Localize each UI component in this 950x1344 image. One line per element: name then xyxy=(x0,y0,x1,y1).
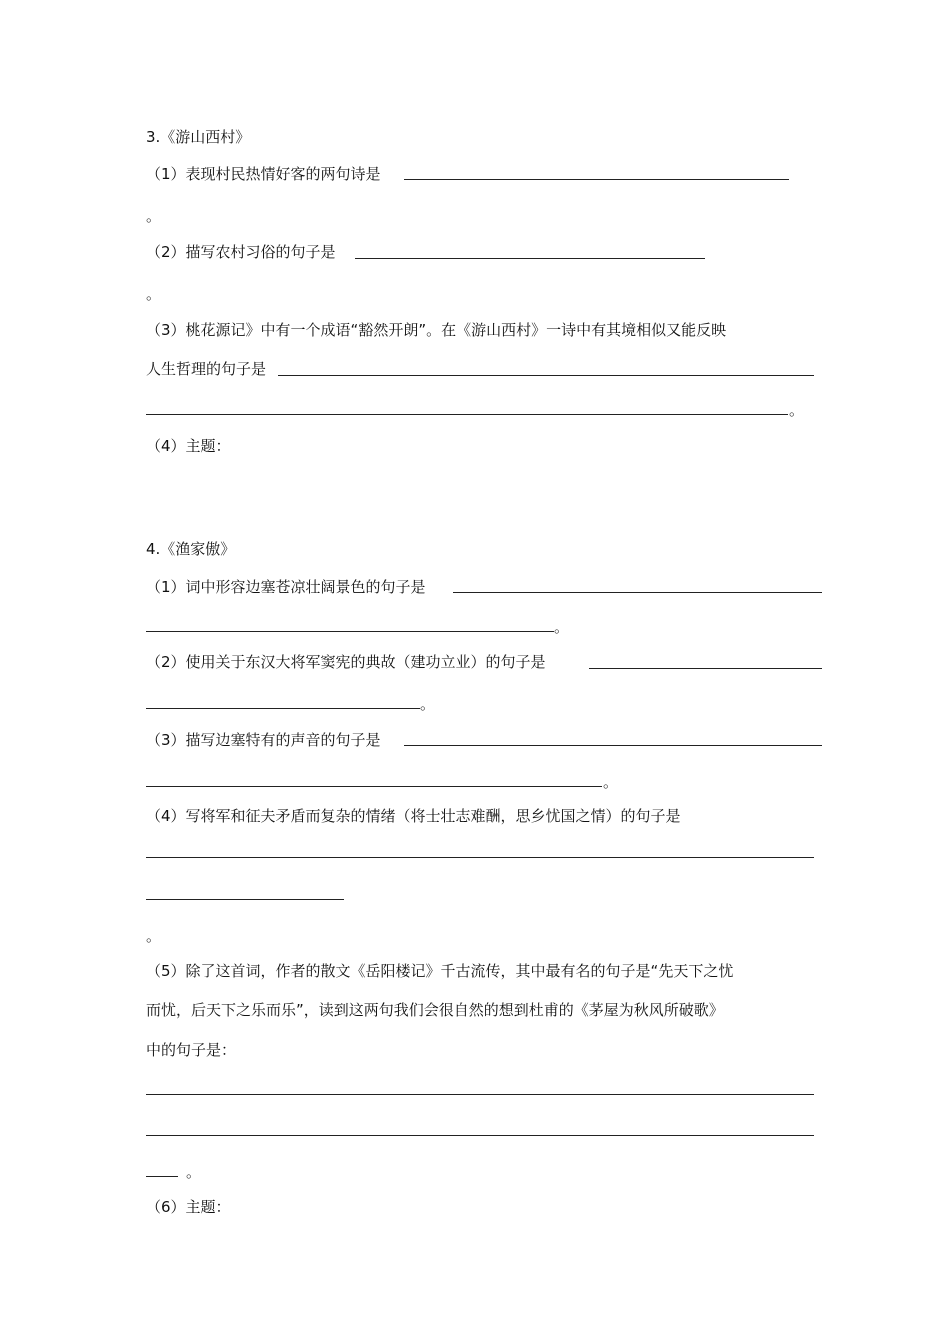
question-3-4-prompt: （4）主题： xyxy=(146,437,231,455)
answer-line-4-1b[interactable] xyxy=(146,631,554,632)
question-4-5-prompt-line3: 中的句子是： xyxy=(146,1041,237,1059)
question-4-1-prompt: （1）词中形容边塞苍凉壮阔景色的句子是 xyxy=(146,578,426,596)
question-4-4-prompt: （4）写将军和征夫矛盾而复杂的情绪（将士壮志难酬，思乡忧国之情）的句子是 xyxy=(146,807,681,825)
answer-line-4-3b[interactable] xyxy=(146,786,602,787)
question-3-1-prompt: （1）表现村民热情好客的两句诗是 xyxy=(146,165,381,183)
section-3-title: 3.《游山西村》 xyxy=(146,128,251,146)
answer-line-4-4a[interactable] xyxy=(146,857,814,858)
answer-line-4-5b[interactable] xyxy=(146,1135,814,1136)
answer-line-4-3a[interactable] xyxy=(404,745,822,746)
question-4-5-prompt-line1: （5）除了这首词，作者的散文《岳阳楼记》千古流传，其中最有名的句子是“先天下之忧 xyxy=(146,962,734,980)
question-4-6-prompt: （6）主题： xyxy=(146,1198,231,1216)
answer-line-4-5c[interactable] xyxy=(146,1176,178,1177)
question-3-3-end: 。 xyxy=(789,401,805,419)
question-3-1-end: 。 xyxy=(146,207,162,225)
question-3-3-prompt-line1: （3）桃花源记》中有一个成语“豁然开朗”。在《游山西村》一诗中有其境相似又能反映 xyxy=(146,321,727,339)
question-4-3-end: 。 xyxy=(603,773,619,791)
question-4-1-end: 。 xyxy=(554,618,570,636)
answer-line-3-3b[interactable] xyxy=(146,414,788,415)
question-4-5-end: 。 xyxy=(186,1163,202,1181)
question-4-3-prompt: （3）描写边塞特有的声音的句子是 xyxy=(146,731,381,749)
answer-line-4-2a[interactable] xyxy=(589,668,822,669)
question-3-2-end: 。 xyxy=(146,285,162,303)
answer-line-4-4b[interactable] xyxy=(146,899,344,900)
question-4-2-prompt: （2）使用关于东汉大将军窦宪的典故（建功立业）的句子是 xyxy=(146,653,546,671)
answer-line-3-3a[interactable] xyxy=(278,375,814,376)
answer-line-3-2[interactable] xyxy=(355,258,705,259)
answer-line-4-5a[interactable] xyxy=(146,1094,814,1095)
answer-line-4-1a[interactable] xyxy=(453,592,822,593)
question-3-3-prompt-line2: 人生哲理的句子是 xyxy=(146,360,267,378)
section-4-title: 4.《渔家傲》 xyxy=(146,540,236,558)
question-4-2-end: 。 xyxy=(420,695,436,713)
answer-line-4-2b[interactable] xyxy=(146,708,420,709)
question-4-5-prompt-line2: 而忧，后天下之乐而乐”，读到这两句我们会很自然的想到杜甫的《茅屋为秋风所破歌》 xyxy=(146,1001,724,1019)
question-4-4-end: 。 xyxy=(146,927,162,945)
question-3-2-prompt: （2）描写农村习俗的句子是 xyxy=(146,243,336,261)
answer-line-3-1[interactable] xyxy=(404,179,789,180)
